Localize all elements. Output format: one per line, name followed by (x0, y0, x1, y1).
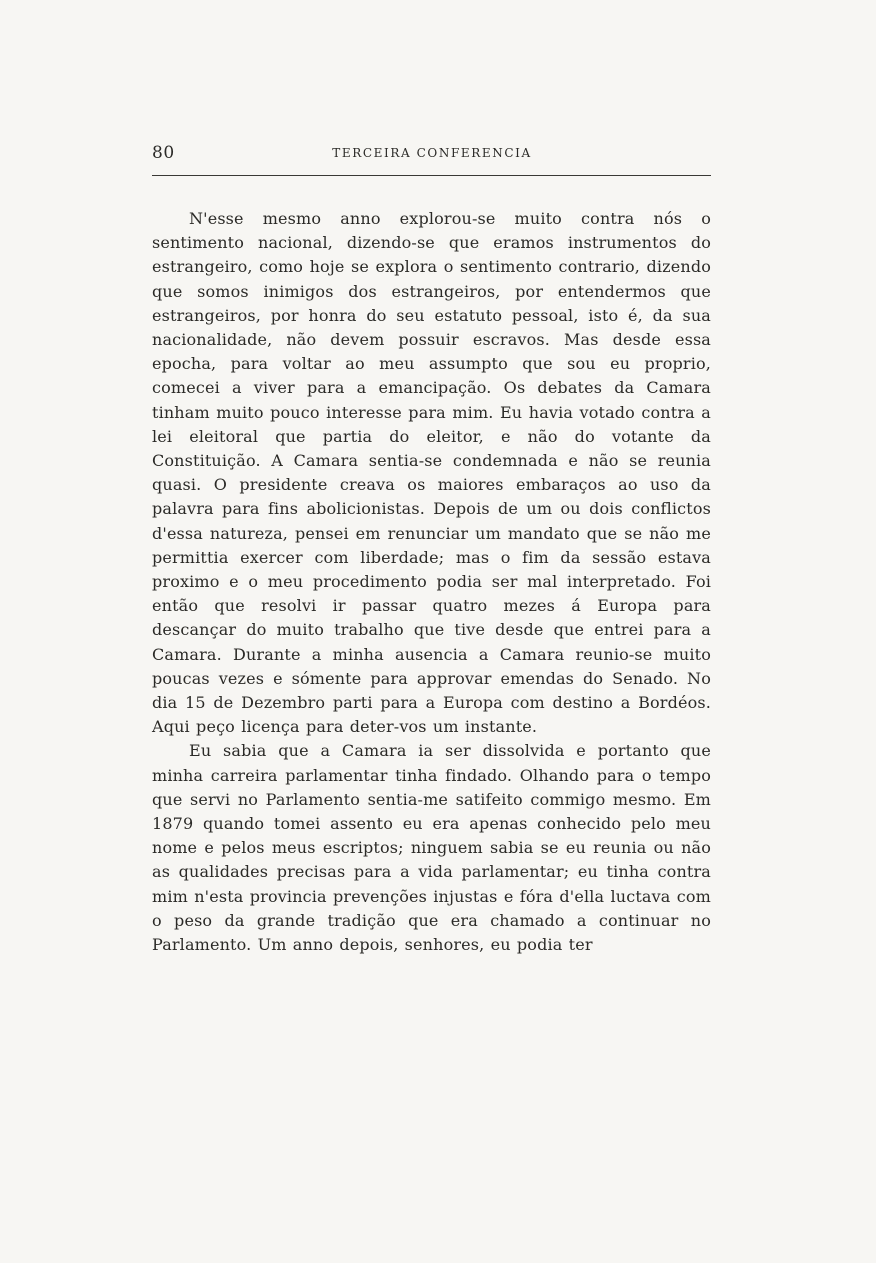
paragraph: Eu sabia que a Camara ia ser dissolvida e portanto que minha carreira parlamentar tinha findado. Olhando para o tempo que servi no Parlamento sentia-me satifeito commigo mesmo. Em 1879 quando tomei assento eu era apenas conhecido pelo meu nome e pelos meus escriptos; ninguem sabia se eu reunia ou não as qualidades precisas para a vida parlamentar; eu tinha contra mim n'esta provincia prevenções injustas e fóra d'ella luctava com o peso da grande tradição que era chamado a continuar no Parlamento. Um anno depois, senhores, eu podia ter (152, 741, 711, 955)
page-number: 80 (152, 143, 175, 163)
paragraph: N'esse mesmo anno explorou-se muito contra nós o sentimento nacional, dizendo-se que eramos instrumentos do estrangeiro, como hoje se explora o sentimento contrario, dizendo que somos inimigos dos estrangeiros, por entendermos que estrangeiros, por honra do seu estatuto pessoal, isto é, da sua nacionalidade, não devem possuir escravos. Mas desde essa epocha, para voltar ao meu assumpto que sou eu proprio, comecei a viver para a emancipação. Os debates da Camara tinham muito pouco interesse para mim. Eu havia votado contra a lei eleitoral que partia do eleitor, e não do votante da Constituição. A Camara sentia-se condemnada e não se reunia quasi. O presidente creava os maiores embaraços ao uso da palavra para fins abolicionistas. Depois de um ou dois conflictos d'essa natureza, pensei em renunciar um mandato que se não me permittia exercer com liberdade; mas o fim da sessão estava proximo e o meu procedimento podia ser mal interpretado. Foi então que resolvi ir passar quatro mezes á Europa para descançar do muito trabalho que tive desde que entrei para a Camara. Durante a minha ausencia a Camara reunio-se muito poucas vezes e sómente para approvar emendas do Senado. No dia 15 de Dezembro parti para a Europa com destino a Bordéos. Aqui peço licença para deter-vos um instante. (152, 209, 711, 737)
page-header (152, 143, 712, 167)
running-head: TERCEIRA CONFERENCIA (332, 146, 532, 160)
header-rule (152, 175, 711, 176)
body-text (152, 207, 711, 957)
